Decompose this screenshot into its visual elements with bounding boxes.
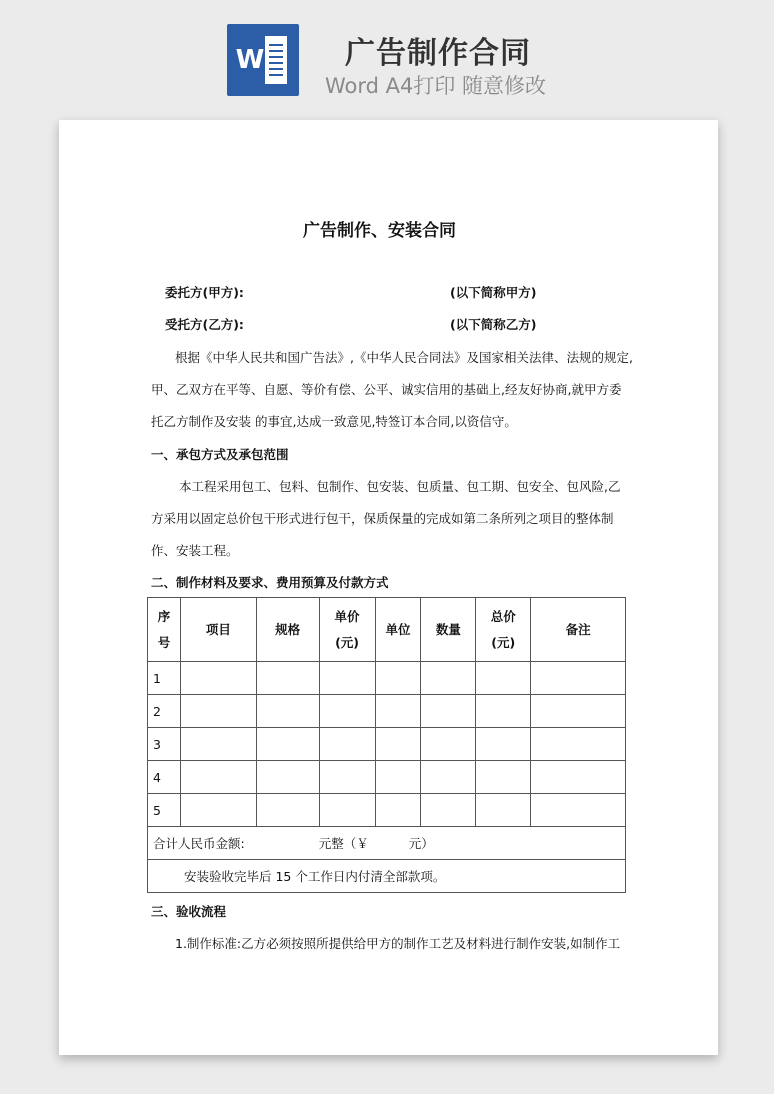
table-cell[interactable] — [256, 794, 319, 827]
header-cell: 项目 — [180, 598, 256, 662]
section-heading: 二、制作材料及要求、费用预算及付款方式 — [151, 575, 389, 590]
table-cell[interactable] — [256, 695, 319, 728]
intro-line: 根据《中华人民共和国广告法》,《中华人民合同法》及国家相关法律、法规的规定, — [175, 350, 633, 365]
document-page — [59, 120, 718, 1055]
table-cell[interactable] — [319, 728, 375, 761]
table-cell[interactable] — [375, 761, 421, 794]
word-icon-letter: W — [235, 45, 265, 75]
intro-line: 托乙方制作及安装 的事宜,达成一致意见,特签订本合同,以资信守。 — [151, 414, 517, 429]
table-cell[interactable] — [319, 794, 375, 827]
table-cell[interactable] — [319, 695, 375, 728]
table-cell[interactable] — [476, 794, 531, 827]
word-icon-page — [265, 36, 287, 84]
row-number: 4 — [148, 761, 181, 794]
section-heading: 一、承包方式及承包范围 — [151, 447, 289, 462]
party-a-alias: (以下简称甲方) — [450, 285, 537, 300]
document-title: 广告制作、安装合同 — [303, 221, 456, 241]
cost-table — [147, 597, 626, 893]
table-cell[interactable] — [421, 728, 476, 761]
party-b-alias: (以下简称乙方) — [450, 317, 537, 332]
total-row — [148, 827, 626, 860]
table-row — [148, 695, 626, 728]
section-body-line: 作、安装工程。 — [151, 543, 239, 558]
table-cell[interactable] — [256, 761, 319, 794]
table-cell[interactable] — [476, 695, 531, 728]
table-cell[interactable] — [256, 662, 319, 695]
header-cell: 序 号 — [148, 598, 181, 662]
table-row — [148, 794, 626, 827]
table-cell[interactable] — [531, 695, 626, 728]
section-body-line: 本工程采用包工、包料、包制作、包安装、包质量、包工期、包安全、包风险,乙 — [179, 479, 621, 494]
party-b-label: 受托方(乙方): — [165, 317, 244, 332]
table-row — [148, 728, 626, 761]
table-row — [148, 662, 626, 695]
table-cell[interactable] — [319, 662, 375, 695]
header-cell: 总价 (元) — [476, 598, 531, 662]
row-number: 1 — [148, 662, 181, 695]
table-cell[interactable] — [421, 695, 476, 728]
row-number: 5 — [148, 794, 181, 827]
table-row — [148, 761, 626, 794]
table-cell[interactable] — [319, 761, 375, 794]
payment-note: 安装验收完毕后 15 个工作日内付清全部款项。 — [148, 860, 626, 893]
table-cell[interactable] — [375, 728, 421, 761]
party-a-label: 委托方(甲方): — [165, 285, 244, 300]
word-icon — [227, 24, 299, 96]
banner-subtitle: Word A4打印 随意修改 — [325, 74, 547, 98]
intro-line: 甲、乙双方在平等、自愿、等价有偿、公平、诚实信用的基础上,经友好协商,就甲方委 — [151, 382, 622, 397]
table-cell[interactable] — [476, 728, 531, 761]
total-yuan-label: 元整（￥ — [318, 836, 369, 851]
table-cell[interactable] — [375, 662, 421, 695]
table-cell[interactable] — [531, 794, 626, 827]
table-cell[interactable] — [180, 794, 256, 827]
table-cell[interactable] — [421, 794, 476, 827]
table-cell[interactable] — [180, 761, 256, 794]
table-cell[interactable] — [180, 728, 256, 761]
table-cell[interactable] — [375, 794, 421, 827]
table-cell[interactable] — [180, 662, 256, 695]
row-number: 2 — [148, 695, 181, 728]
section-body-line: 方采用以固定总价包干形式进行包干，保质保量的完成如第二条所列之项目的整体制 — [151, 511, 614, 526]
payment-row — [148, 860, 626, 893]
table-cell[interactable] — [375, 695, 421, 728]
table-cell[interactable] — [421, 662, 476, 695]
banner — [0, 0, 774, 110]
total-yuan-close: 元） — [408, 836, 434, 851]
total-label: 合计人民币金额: — [153, 836, 245, 851]
header-cell: 数量 — [421, 598, 476, 662]
table-cell[interactable] — [476, 662, 531, 695]
banner-title: 广告制作合同 — [345, 36, 531, 71]
table-cell[interactable] — [531, 662, 626, 695]
table-cell[interactable] — [476, 761, 531, 794]
table-cell[interactable] — [531, 728, 626, 761]
table-cell[interactable] — [421, 761, 476, 794]
total-cell — [148, 827, 626, 860]
header-cell: 备注 — [531, 598, 626, 662]
table-cell[interactable] — [531, 761, 626, 794]
section-heading: 三、验收流程 — [151, 904, 227, 919]
header-cell: 单价 (元) — [319, 598, 375, 662]
table-cell[interactable] — [256, 728, 319, 761]
header-cell: 单位 — [375, 598, 421, 662]
header-cell: 规格 — [256, 598, 319, 662]
section-body-line: 1.制作标准:乙方必须按照所提供给甲方的制作工艺及材料进行制作安装,如制作工 — [175, 936, 621, 951]
table-cell[interactable] — [180, 695, 256, 728]
row-number: 3 — [148, 728, 181, 761]
table-header-row — [148, 598, 626, 662]
